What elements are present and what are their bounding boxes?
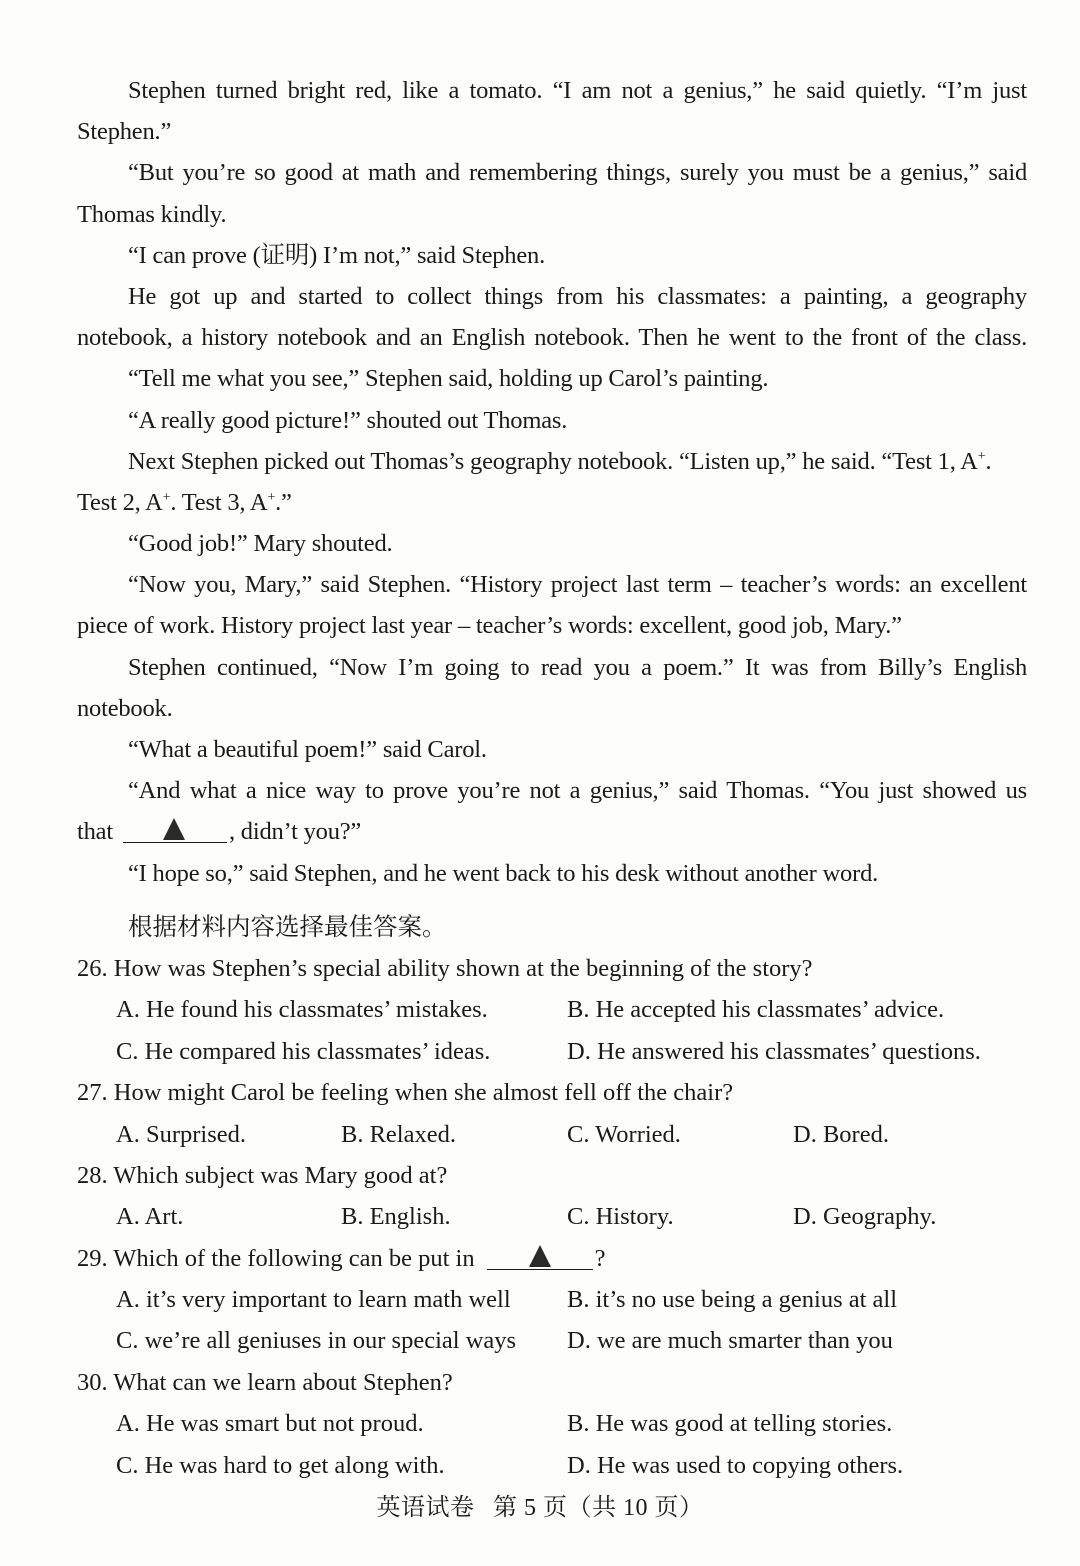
question-text: ? bbox=[594, 1244, 606, 1272]
option-d: D. He was used to copying others. bbox=[567, 1451, 904, 1479]
grade-superscript: + bbox=[162, 489, 171, 505]
option-a: A. He found his classmates’ mistakes. bbox=[116, 996, 488, 1024]
passage-line: “I hope so,” said Stephen, and he went back to his desk without another word. bbox=[128, 859, 879, 887]
passage-line: “Tell me what you see,” Stephen said, holding up Carol’s painting. bbox=[128, 365, 769, 393]
option-row bbox=[77, 1403, 1027, 1444]
option-row bbox=[77, 1196, 1027, 1237]
passage-text: .” bbox=[275, 488, 292, 516]
footer-subject: 英语试卷 bbox=[376, 1495, 475, 1521]
option-a: A. Art. bbox=[116, 1203, 184, 1231]
passage-line bbox=[77, 811, 1027, 852]
exam-page bbox=[77, 70, 1027, 1486]
option-b: B. Relaxed. bbox=[341, 1120, 456, 1148]
option-b: B. English. bbox=[341, 1203, 451, 1231]
passage-line: “Good job!” Mary shouted. bbox=[128, 530, 393, 558]
passage-line: He got up and started to collect things from his classmates: a painting, a geography bbox=[128, 282, 1027, 310]
passage-line: Stephen continued, “Now I’m going to read you a poem.” It was from Billy’s English bbox=[128, 653, 1027, 681]
option-row bbox=[77, 1320, 1027, 1361]
passage-text: Test 2, A bbox=[77, 488, 163, 516]
option-d: D. Bored. bbox=[793, 1120, 889, 1148]
passage-text: , didn’t you?” bbox=[228, 818, 362, 846]
option-a: A. He was smart but not proud. bbox=[116, 1410, 424, 1438]
passage-line: “What a beautiful poem!” said Carol. bbox=[128, 736, 487, 763]
option-b: B. He accepted his classmates’ advice. bbox=[567, 996, 945, 1024]
option-row bbox=[77, 989, 1027, 1030]
passage-line: Stephen.” bbox=[77, 118, 172, 146]
passage-text: Next Stephen picked out Thomas’s geography notebook. “Listen up,” he said. “Test 1, A bbox=[128, 447, 978, 475]
question-stem: 27. How might Carol be feeling when she almost fell off the chair? bbox=[77, 1079, 734, 1107]
option-d: D. we are much smarter than you bbox=[567, 1327, 893, 1355]
option-c: C. He compared his classmates’ ideas. bbox=[116, 1037, 491, 1065]
grade-superscript: + bbox=[267, 489, 276, 505]
passage-line: “A really good picture!” shouted out Thomas. bbox=[128, 406, 568, 434]
option-a: A. it’s very important to learn math well bbox=[116, 1286, 511, 1314]
passage-line: piece of work. History project last year – teacher’s words: excellent, good job, Mary.” bbox=[77, 612, 902, 640]
option-row bbox=[77, 1031, 1027, 1072]
option-c: C. we’re all geniuses in our special ways bbox=[116, 1327, 517, 1355]
passage-text: . Test 3, A bbox=[170, 488, 268, 516]
option-d: D. Geography. bbox=[793, 1203, 937, 1231]
passage-line: “I can prove (证明) I’m not,” said Stephen. bbox=[128, 241, 546, 269]
passage-text: . bbox=[985, 447, 992, 475]
answer-blank bbox=[123, 816, 227, 843]
passage-line bbox=[77, 482, 1027, 523]
triangle-icon bbox=[163, 818, 185, 840]
option-b: B. it’s no use being a genius at all bbox=[567, 1286, 898, 1314]
passage-line: “Now you, Mary,” said Stephen. “History project last term – teacher’s words: an excellent bbox=[128, 571, 1027, 599]
passage-line: notebook. bbox=[77, 694, 173, 722]
passage-line: “And what a nice way to prove you’re not a genius,” said Thomas. “You just showed us bbox=[128, 777, 1027, 805]
footer-page-number: 第 5 页（共 10 页） bbox=[493, 1495, 704, 1521]
option-a: A. Surprised. bbox=[116, 1120, 246, 1148]
question-stem bbox=[77, 1238, 1027, 1279]
option-row bbox=[77, 1279, 1027, 1320]
passage-line: notebook, a history notebook and an English notebook. Then he went to the front of the class. bbox=[77, 324, 1027, 352]
passage-text: that bbox=[77, 818, 113, 846]
triangle-icon bbox=[529, 1245, 551, 1267]
option-c: C. History. bbox=[567, 1203, 674, 1231]
passage-line: Stephen turned bright red, like a tomato. “I am not a genius,” he said quietly. “I’m just bbox=[128, 77, 1027, 104]
passage-line bbox=[77, 441, 1027, 482]
page-footer bbox=[0, 1490, 1080, 1526]
question-stem: 26. How was Stephen’s special ability shown at the beginning of the story? bbox=[77, 954, 813, 982]
passage-line: Thomas kindly. bbox=[77, 200, 227, 228]
question-stem: 30. What can we learn about Stephen? bbox=[77, 1368, 453, 1396]
grade-superscript: + bbox=[977, 448, 986, 464]
option-c: C. Worried. bbox=[567, 1120, 681, 1148]
option-row bbox=[77, 1445, 1027, 1486]
passage-line: “But you’re so good at math and remembering things, surely you must be a genius,” said bbox=[128, 159, 1027, 187]
question-text: 29. Which of the following can be put in bbox=[77, 1244, 475, 1272]
question-stem: 28. Which subject was Mary good at? bbox=[77, 1161, 448, 1189]
answer-blank bbox=[487, 1243, 593, 1270]
option-row bbox=[77, 1114, 1027, 1155]
option-c: C. He was hard to get along with. bbox=[116, 1451, 445, 1479]
option-b: B. He was good at telling stories. bbox=[567, 1410, 893, 1438]
section-instruction: 根据材料内容选择最佳答案。 bbox=[128, 913, 447, 941]
option-d: D. He answered his classmates’ questions. bbox=[567, 1037, 981, 1065]
